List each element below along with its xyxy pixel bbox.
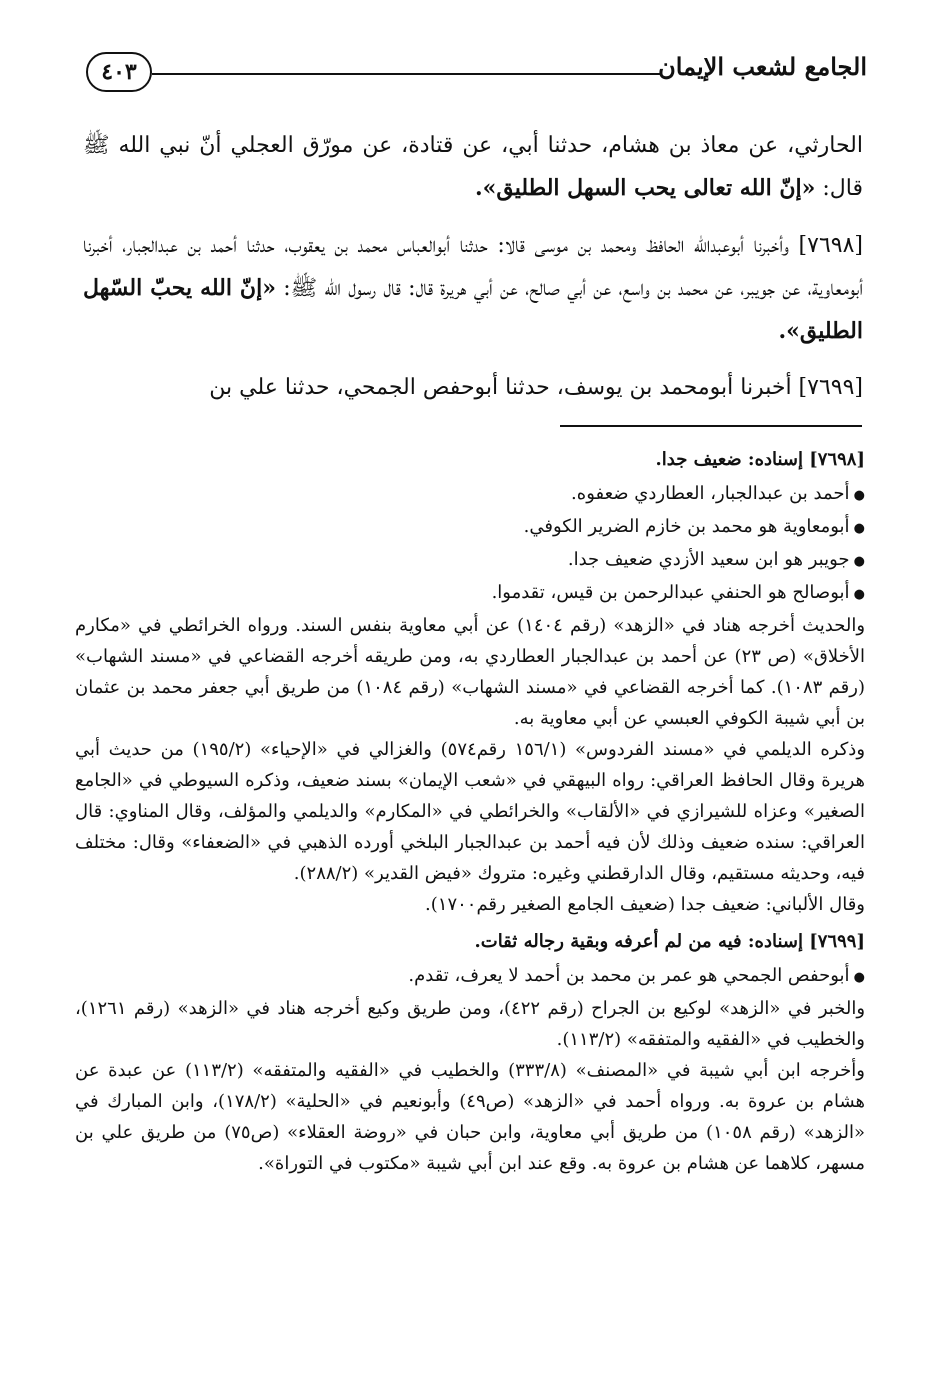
paragraph-3: [٧٦٩٩] أخبرنا أبومحمد بن يوسف، حدثنا أبوحفص الجمحي، حدثنا علي بن: [209, 375, 863, 400]
note-7698-heading: [٧٦٩٨] إسناده: ضعيف جدا.: [655, 449, 865, 470]
footnotes: [75, 444, 865, 1179]
main-text-part2: [83, 224, 863, 353]
note-7699-text-1: والخبر في «الزهد» لوكيع بن الجراح (رقم ٤٢٢)، ومن طريق وكيع أخرجه هناد في «الزهد» (رقم ١٢٦١)، والخطيب في «الفقيه والمتفقه» (١١٣/٢).: [75, 998, 866, 1050]
header-rule: [152, 73, 660, 75]
page-number: ٤٠٣: [86, 52, 152, 92]
note-7698-bullet-4: ● أبوصالح هو الحنفي عبدالرحمن بن قيس، تقدموا.: [75, 577, 865, 610]
running-title: الجامع لشعب الإيمان: [658, 52, 867, 81]
note-7698-text-2: وذكره الديلمي في «مسند الفردوس» (١٥٦/١ رقم٥٧٤) والغزالي في «الإحياء» (١٩٥/٢) من حديث أبي هريرة وقال الحافظ العراقي: رواه البيهقي في «شعب الإيمان» بسند ضعيف، وذكره السيوطي في «الجامع الصغير» وعزاه للشيرازي في «الألقاب» والخرائطي في «المكارم» والديلمي والمؤلف، وقال المناوي: قال العراقي: سنده ضعيف وذلك لأن فيه أحمد بن عبدالجبار البلخي أورده الذهبي في «الضعفاء» وقال: مختلف فيه، وحديثه مستقيم، وقال الدارقطني وغيره: متروك «فيض القدير» (٢٨٨/٢).: [75, 739, 866, 884]
paragraph-1-end: قال:: [822, 176, 863, 201]
note-7699-text-2: وأخرجه ابن أبي شيبة في «المصنف» (٣٣٣/٨) والخطيب في «الفقيه والمتفقه» (١١٣/٢) عن عبدة عن هشام بن عروة به. ورواه أحمد في «الزهد» (ص٤٩) وأبونعيم في «الحلية» (١٧٨/٢)، وابن المبارك في «الزهد» (رقم ١٠٥٨) من طريق أبي معاوية، وابن حبان في «روضة العقلاء» (ص٧٥) من طريق علي بن مسهر، كلاهما عن هشام بن عروة به. وقع عند ابن أبي شيبة «مكتوب في التوراة».: [75, 1060, 866, 1174]
footnote-separator: [560, 425, 862, 427]
note-7699-heading: [٧٦٩٩] إسناده: فيه من لم أعرفه وبقية رجاله ثقات.: [474, 931, 865, 952]
main-text-part1: [83, 124, 863, 210]
paragraph-1-text: الحارثي، عن معاذ بن هشام، حدثنا أبي، عن قتادة، عن مورّق العجلي أنّ نبي الله ﷺ: [83, 133, 863, 158]
note-7698-bullet-3: ● جويبر هو ابن سعيد الأزدي ضعيف جدا.: [75, 544, 865, 577]
paragraph-2-text: [٧٦٩٨] وأخبرنا أبوعبدالله الحافظ ومحمد بن موسى قالا: حدثنا أبوالعباس محمد بن يعقوب، حدثنا أحمد بن عبدالجبار، أخبرنا أبومعاوية، عن جويبر، عن محمد بن واسع، عن أبي صالح، عن أبي هريرة قال: قال رسول الله ﷺ:: [83, 233, 864, 301]
paragraph-2: [83, 224, 863, 353]
note-7698-bullet-1: ● أحمد بن عبدالجبار، العطاردي ضعفوه.: [75, 478, 865, 511]
note-7698-text-1: والحديث أخرجه هناد في «الزهد» (رقم ١٤٠٤) عن أبي معاوية بنفس السند. ورواه الخرائطي في «مكارم الأخلاق» (ص ٢٣) عن أحمد بن عبدالجبار العطاردي به، ومن طريقه أخرجه القضاعي في «مسند الشهاب» (رقم ١٠٨٣). كما أخرجه القضاعي في «مسند الشهاب» (رقم ١٠٨٤) من طريق أبي جعفر محمد بن عثمان بن أبي شيبة الكوفي العبسي عن أبي معاوية به.: [75, 615, 866, 729]
paragraph-1-quote: «إنّ الله تعالى يحب السهل الطليق».: [474, 175, 816, 201]
paragraph-1: [83, 124, 863, 210]
note-7699-bullet-1: ● أبوحفص الجمحي هو عمر بن محمد بن أحمد لا يعرف، تقدم.: [75, 960, 865, 993]
main-text-part3: [83, 366, 863, 409]
paragraph-2-quote: «إنّ الله يحبّ السّهل الطليق».: [83, 275, 863, 344]
note-7698-bullet-2: ● أبومعاوية هو محمد بن خازم الضرير الكوفي.: [75, 511, 865, 544]
note-7698-text-3: وقال الألباني: ضعيف جدا (ضعيف الجامع الصغير رقم١٧٠٠).: [425, 894, 865, 915]
